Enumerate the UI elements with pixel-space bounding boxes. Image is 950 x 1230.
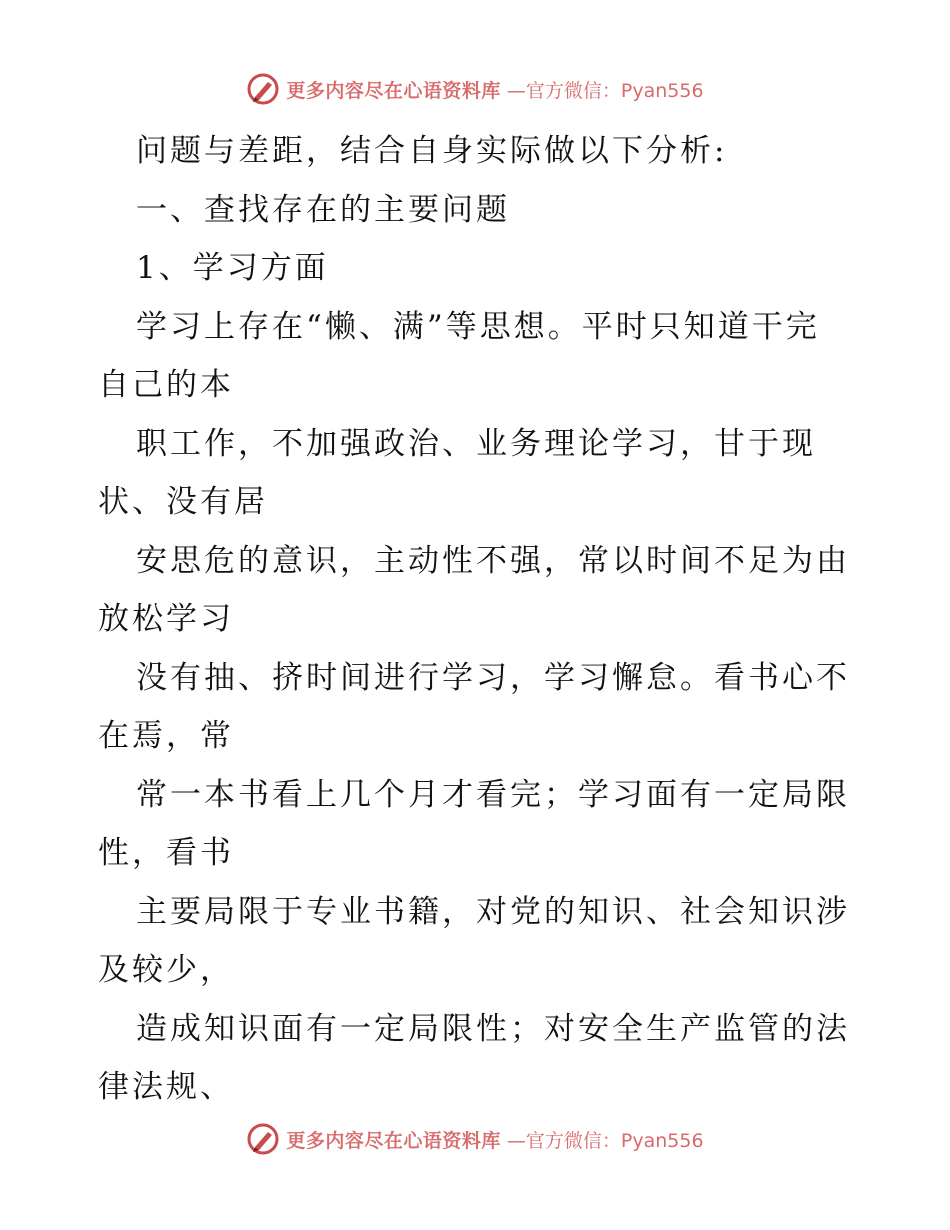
paragraph-10: 造成知识面有一定局限性；对安全生产监管的法 律法规、	[98, 1010, 850, 1105]
watermark-main-text: 更多内容尽在心语资料库	[286, 1129, 501, 1152]
header-watermark	[0, 72, 950, 106]
watermark-main-text: 更多内容尽在心语资料库	[286, 79, 501, 102]
paragraph-8: 常一本书看上几个月才看完；学习面有一定局限 性，看书	[98, 776, 850, 871]
paragraph-9: 主要局限于专业书籍，对党的知识、社会知识涉 及较少，	[98, 893, 850, 988]
paragraph-5: 职工作，不加强政治、业务理论学习，甘于现 状、没有居	[98, 425, 816, 520]
pen-logo-icon	[246, 1122, 280, 1156]
paragraph-3: 1、学习方面	[136, 250, 329, 286]
paragraph-2: 一、查找存在的主要问题	[136, 191, 510, 228]
paragraph-1: 问题与差距，结合自身实际做以下分析:	[136, 133, 728, 169]
watermark-sub-text: —官方微信：Pyan556	[506, 79, 704, 102]
paragraph-7: 没有抽、挤时间进行学习，学习懈怠。看书心不 在焉，常	[98, 659, 850, 754]
pen-logo-icon	[246, 72, 280, 106]
watermark-sub-text: —官方微信：Pyan556	[506, 1129, 704, 1152]
footer-watermark	[0, 1122, 950, 1156]
paragraph-4: 学习上存在“懒、满”等思想。平时只知道干完 自己的本	[98, 308, 820, 403]
document-body	[98, 122, 858, 1117]
paragraph-6: 安思危的意识，主动性不强，常以时间不足为由 放松学习	[98, 542, 850, 637]
